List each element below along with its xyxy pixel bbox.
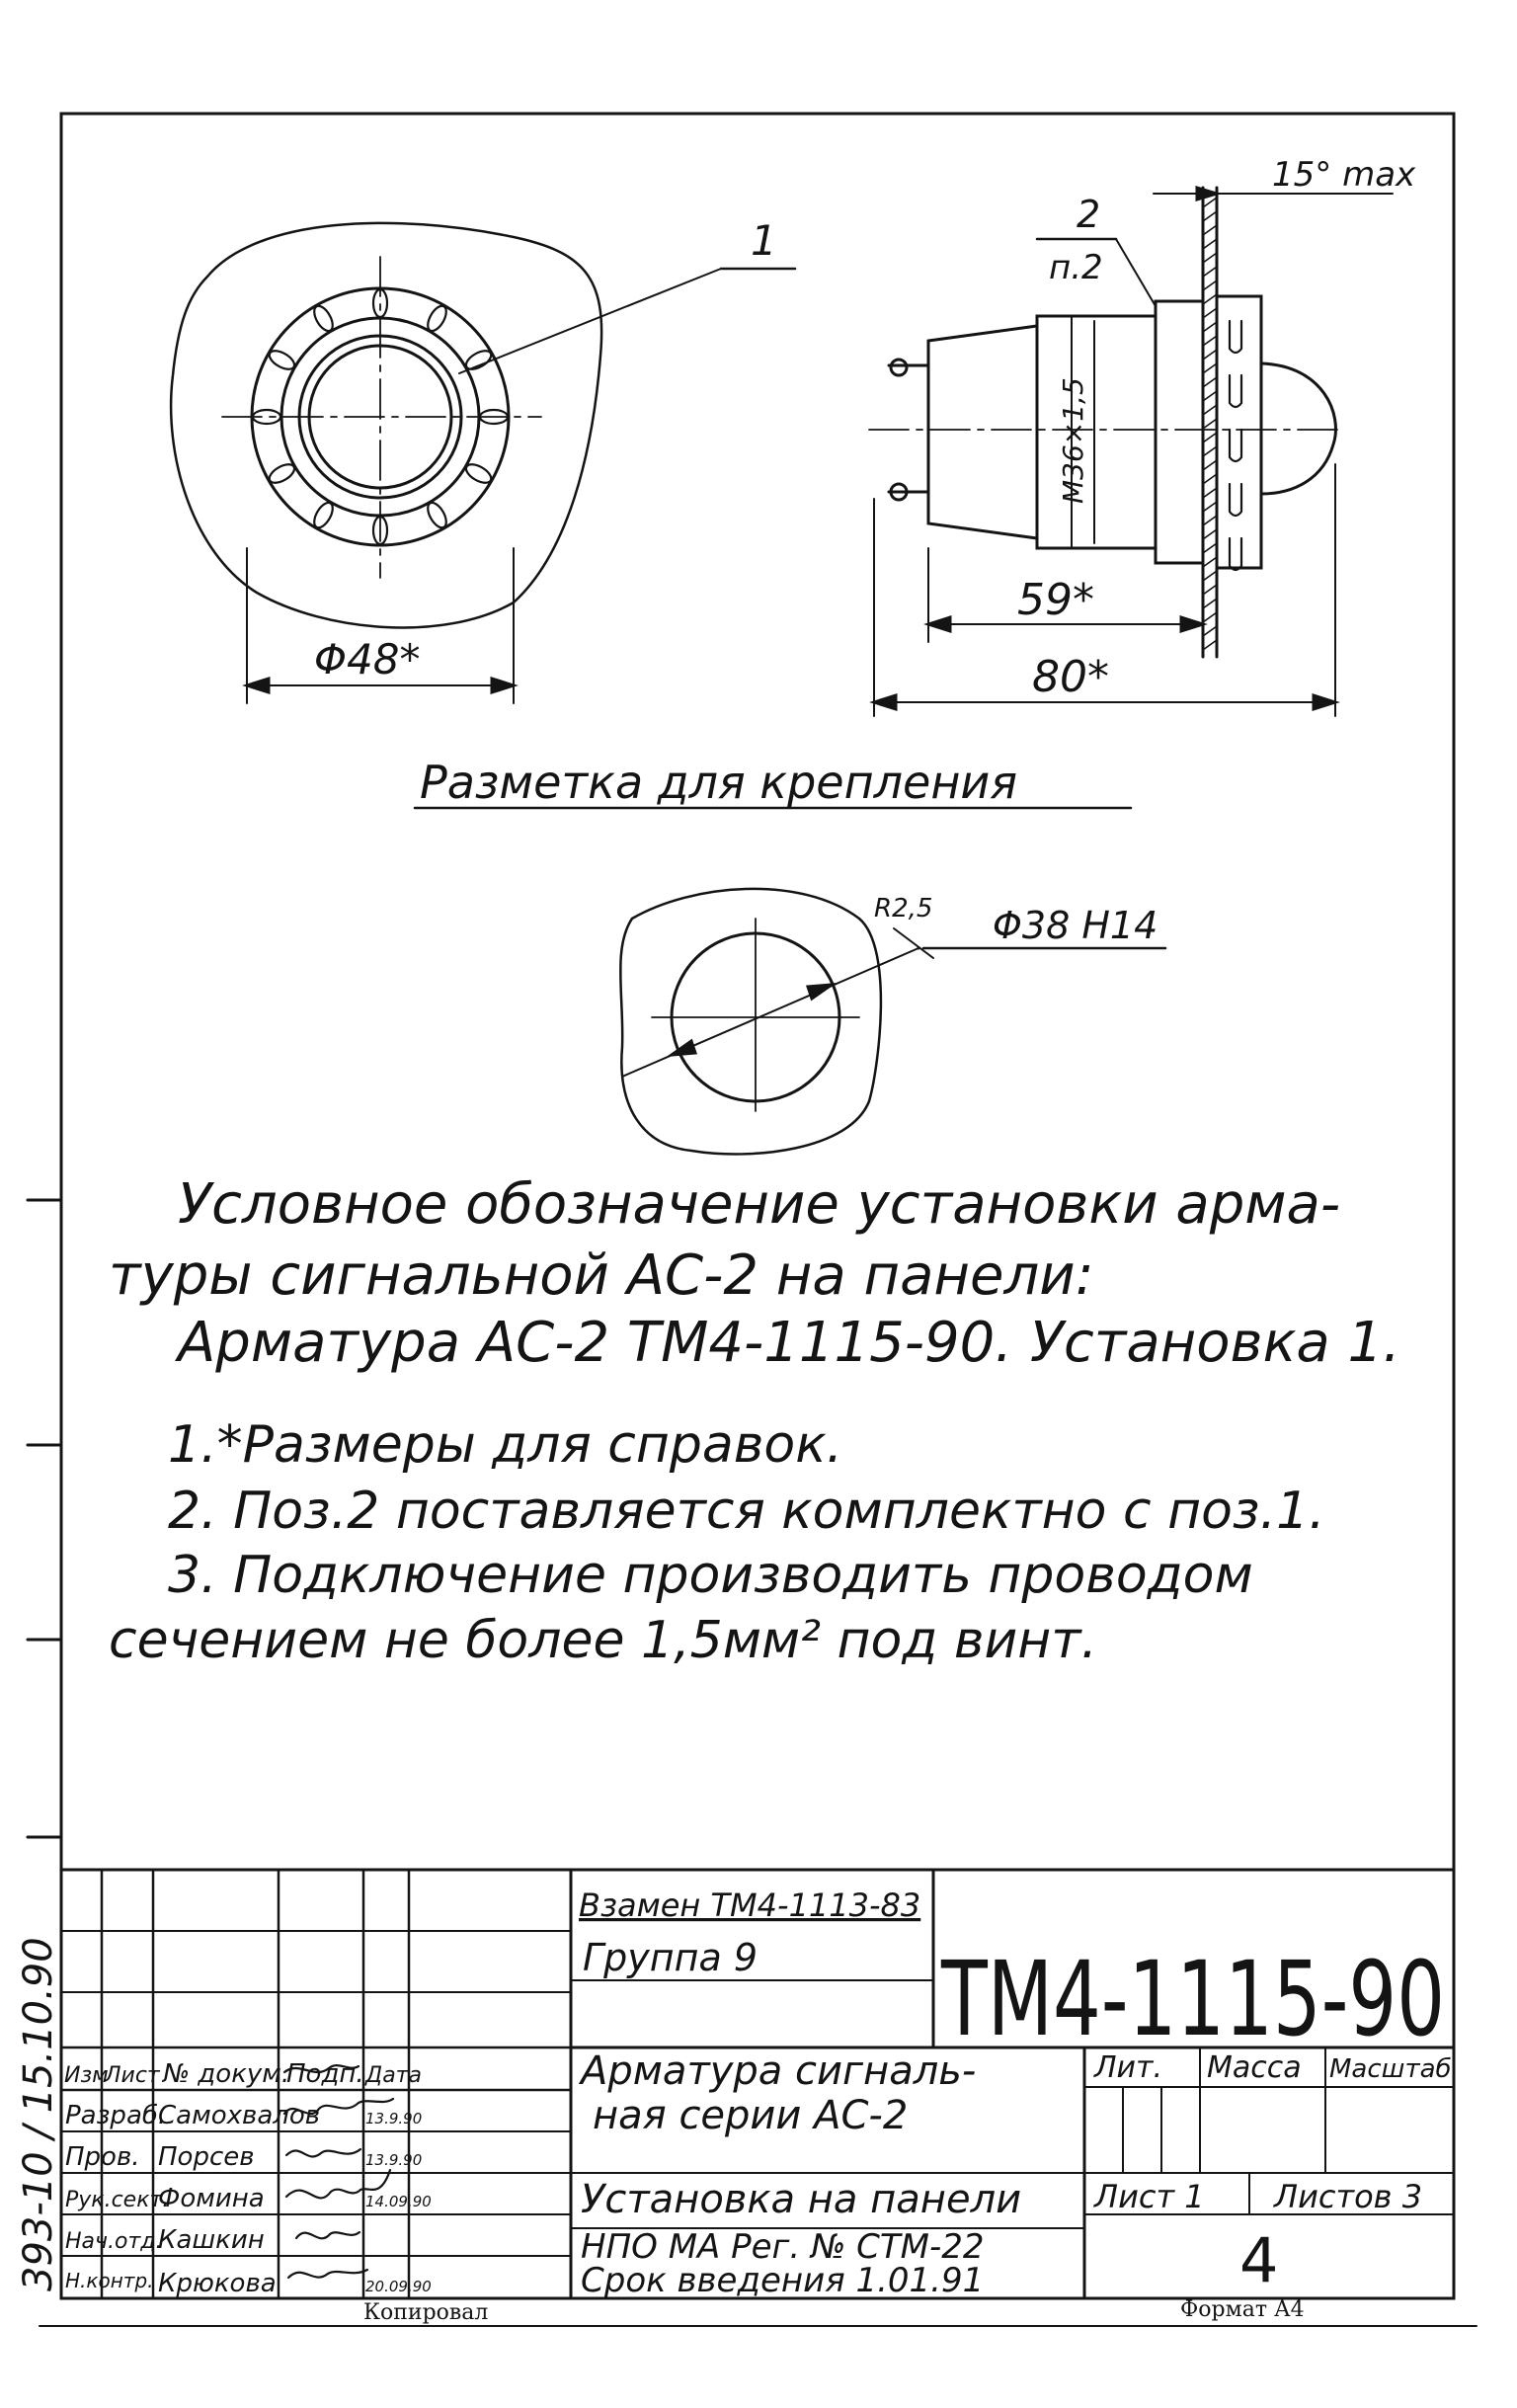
hdr-sign: Подп. [286, 2059, 364, 2089]
panel-cutout-outline [171, 223, 601, 628]
nut [1156, 301, 1203, 563]
intro-date: Срок введения 1.01.91 [581, 2261, 985, 2300]
hatch-line [1203, 198, 1217, 207]
bezel-rib [1230, 430, 1241, 461]
row-date-norm-control: 20.09.90 [365, 2278, 432, 2295]
hatch-line [1203, 585, 1217, 595]
hatch-line [1203, 599, 1217, 608]
hatch-line [1203, 294, 1217, 304]
diameter-48-dimension: Φ48* [314, 635, 421, 683]
hatch-line [1203, 336, 1217, 346]
hatch-line [1203, 516, 1217, 525]
hatch-line [1203, 211, 1217, 221]
bezel-rib [1230, 375, 1241, 407]
row-name-dept-head: Кашкин [158, 2225, 265, 2255]
dimension-59: 59* [1017, 575, 1094, 625]
signatures [284, 2065, 393, 2278]
bezel-notch [463, 460, 494, 486]
row-date-developer: 13.9.90 [365, 2110, 423, 2127]
note-2: 2. Поз.2 поставляется комплектно с поз.1. [168, 1482, 1325, 1541]
tilt-dimension: 15° max [1272, 155, 1416, 195]
sheet-number-big: 4 [1239, 2224, 1279, 2296]
hatch-line [1203, 626, 1217, 636]
side-stamp: 393-10 / 15.10.90 [16, 1937, 61, 2291]
bezel-notch [424, 303, 449, 334]
product-name-line-2: ная серии АС-2 [593, 2093, 909, 2138]
replaces-doc: Взамен ТМ4-1113-83 [579, 1886, 921, 1924]
note-1: 1.*Размеры для справок. [168, 1415, 843, 1475]
bezel-notch [267, 460, 297, 486]
organization: НПО МА Рег. № СТМ-22 [581, 2227, 985, 2267]
format-label: Формат А4 [1180, 2297, 1305, 2322]
hatch-line [1203, 239, 1217, 249]
hole-diameter: Φ38 H14 [993, 904, 1158, 947]
hatch-line [1203, 281, 1217, 290]
hatch-line [1203, 474, 1217, 484]
rear-housing [928, 326, 1037, 538]
col-scale: Масштаб [1329, 2054, 1452, 2084]
hatch-line [1203, 612, 1217, 622]
note-3-line-1: 3. Подключение производить проводом [168, 1546, 1253, 1605]
bezel-notch [424, 500, 449, 530]
hatch-line [1203, 446, 1217, 456]
designation-line-1: Условное обозначение установки арма- [178, 1172, 1341, 1237]
hole-radius: R2,5 [874, 894, 933, 923]
row-role-dept-head: Нач.отд. [65, 2229, 163, 2254]
main-body [1037, 316, 1156, 548]
bezel-rib [1230, 321, 1241, 353]
callout-part-2-number: 2 [1077, 193, 1101, 236]
dimension-80: 80* [1032, 652, 1109, 702]
hatch-line [1203, 419, 1217, 429]
col-mass: Масса [1207, 2050, 1302, 2085]
hatch-line [1203, 253, 1217, 263]
hatch-line [1203, 488, 1217, 498]
group-label: Группа 9 [583, 1936, 758, 1979]
hdr-change: Изм [64, 2063, 109, 2088]
front-view [171, 223, 795, 703]
bezel-rib [1230, 538, 1241, 570]
designation-line-2: туры сигнальной АС-2 на панели: [109, 1244, 1094, 1308]
hdr-doc-no: № докум. [163, 2059, 290, 2089]
hatch-line [1203, 350, 1217, 360]
row-role-sector-head: Рук.сект. [65, 2188, 170, 2212]
product-name-line-1: Арматура сигналь- [581, 2048, 977, 2094]
note-3-line-2: сечением не более 1,5мм² под винт. [109, 1611, 1098, 1670]
row-date-checker: 13.9.90 [365, 2151, 423, 2169]
hdr-date: Дата [365, 2063, 422, 2088]
col-lit: Лит. [1094, 2050, 1163, 2085]
side-view [869, 188, 1393, 716]
hatch-line [1203, 571, 1217, 581]
hatch-line [1203, 460, 1217, 470]
bezel-side [1217, 296, 1261, 568]
sheet-label: Лист 1 [1094, 2178, 1205, 2215]
hatch-line [1203, 322, 1217, 332]
row-role-norm-control: Н.контр. [65, 2269, 154, 2292]
row-name-norm-control-visible: Крюкова [158, 2269, 277, 2298]
lens-dome [1261, 363, 1335, 494]
hatch-line [1203, 433, 1217, 442]
hatch-line [1203, 529, 1217, 539]
install-title: Установка на панели [581, 2177, 1022, 2222]
marking-title: Разметка для крепления [420, 756, 1017, 809]
hdr-sheet: Лист [105, 2063, 160, 2088]
hatch-line [1203, 543, 1217, 553]
bezel-notch [267, 347, 297, 372]
row-role-developer: Разраб. [65, 2101, 167, 2130]
bezel-notch [310, 500, 336, 530]
hatch-line [1203, 225, 1217, 235]
bezel-ribs [1230, 321, 1241, 570]
row-date-sector-head: 14.09.90 [365, 2193, 432, 2210]
thread-dimension: M36×1,5 [1057, 377, 1089, 504]
hatch-line [1203, 405, 1217, 415]
copied-label: Копировал [363, 2300, 489, 2325]
hatch-line [1203, 391, 1217, 401]
hatch-line [1203, 363, 1217, 373]
callout-position-1: 1 [751, 216, 777, 265]
callout-part-2-ref: п.2 [1049, 248, 1103, 287]
sheets-label: Листов 3 [1274, 2178, 1423, 2215]
bezel-notch [310, 303, 336, 334]
hatch-line [1203, 267, 1217, 277]
hatch-line [1203, 640, 1217, 650]
hatch-line [1203, 502, 1217, 512]
hatch-line [1203, 557, 1217, 567]
hatch-line [1203, 308, 1217, 318]
panel-hatch [1203, 198, 1217, 650]
hatch-line [1203, 377, 1217, 387]
row-name-developer: Самохвалов [158, 2101, 321, 2130]
document-number: ТМ4-1115-90 [940, 1939, 1445, 2059]
designation-line-3: Арматура АС-2 ТМ4-1115-90. Установка 1. [178, 1311, 1400, 1375]
row-role-checker: Пров. [65, 2142, 140, 2172]
row-name-checker: Порсев [158, 2142, 255, 2172]
bezel-rib [1230, 484, 1241, 516]
row-name-sector-head: Фомина [158, 2184, 265, 2213]
margin-ticks [28, 1200, 61, 1837]
